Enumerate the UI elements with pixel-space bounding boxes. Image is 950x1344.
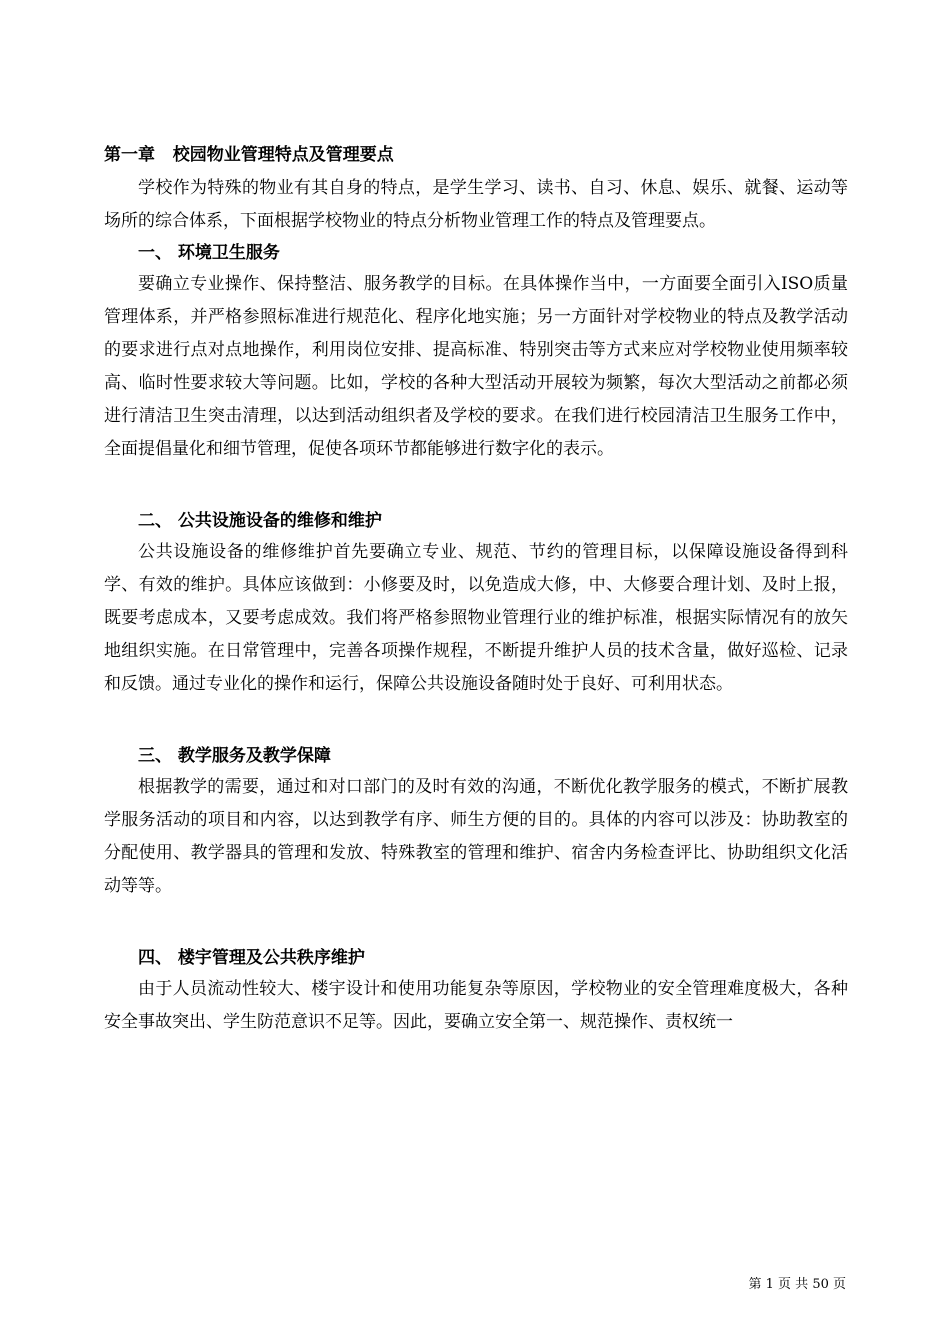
document-page [104, 140, 848, 1039]
section-2-body: 公共设施设备的维修维护首先要确立专业、规范、节约的管理目标，以保障设施设备得到科学、有效的维护。具体应该做到：小修要及时，以免造成大修，中、大修要合理计划、及时上报，既要考虑成本，又要考虑成效。我们将严格参照物业管理行业的维护标准，根据实际情况有的放矢地组织实施。在日常管理中，完善各项操作规程，不断提升维护人员的技术含量，做好巡检、记录和反馈。通过专业化的操作和运行，保障公共设施设备随时处于良好、可利用状态。 [104, 542, 848, 694]
section-3-body: 根据教学的需要，通过和对口部门的及时有效的沟通，不断优化教学服务的模式，不断扩展教学服务活动的项目和内容，以达到教学有序、师生方便的目的。具体的内容可以涉及：协助教室的分配使用、教学器具的管理和发放、特殊教室的管理和维护、宿舍内务检查评比、协助组织文化活动等等。 [104, 777, 848, 896]
section-4-title: 四、 楼宇管理及公共秩序维护 [138, 948, 365, 968]
section-4-body: 由于人员流动性较大、楼宇设计和使用功能复杂等原因，学校物业的安全管理难度极大，各种安全事故突出、学生防范意识不足等。因此，要确立安全第一、规范操作、责权统一 [104, 979, 848, 1032]
section-1-title: 一、 环境卫生服务 [138, 243, 280, 263]
page-number-footer: 第 1 页 共 50 页 [748, 1277, 846, 1292]
section-spacer [104, 701, 848, 741]
section-3-title: 三、 教学服务及教学保障 [138, 746, 331, 766]
section-spacer [104, 466, 848, 506]
chapter-title: 第一章 校园物业管理特点及管理要点 [104, 145, 394, 165]
section-2-title: 二、 公共设施设备的维修和维护 [138, 511, 382, 531]
section-spacer [104, 903, 848, 943]
intro-paragraph: 学校作为特殊的物业有其自身的特点，是学生学习、读书、自习、休息、娱乐、就餐、运动等场所的综合体系，下面根据学校物业的特点分析物业管理工作的特点及管理要点。 [104, 178, 848, 231]
section-1-body: 要确立专业操作、保持整洁、服务教学的目标。在具体操作当中，一方面要全面引入ISO质量管理体系，并严格参照标准进行规范化、程序化地实施；另一方面针对学校物业的特点及教学活动的要求进行点对点地操作，利用岗位安排、提高标准、特别突击等方式来应对学校物业使用频率较高、临时性要求较大等问题。比如，学校的各种大型活动开展较为频繁，每次大型活动之前都必须进行清洁卫生突击清理，以达到活动组织者及学校的要求。在我们进行校园清洁卫生服务工作中，全面提倡量化和细节管理，促使各项环节都能够进行数字化的表示。 [104, 274, 848, 459]
